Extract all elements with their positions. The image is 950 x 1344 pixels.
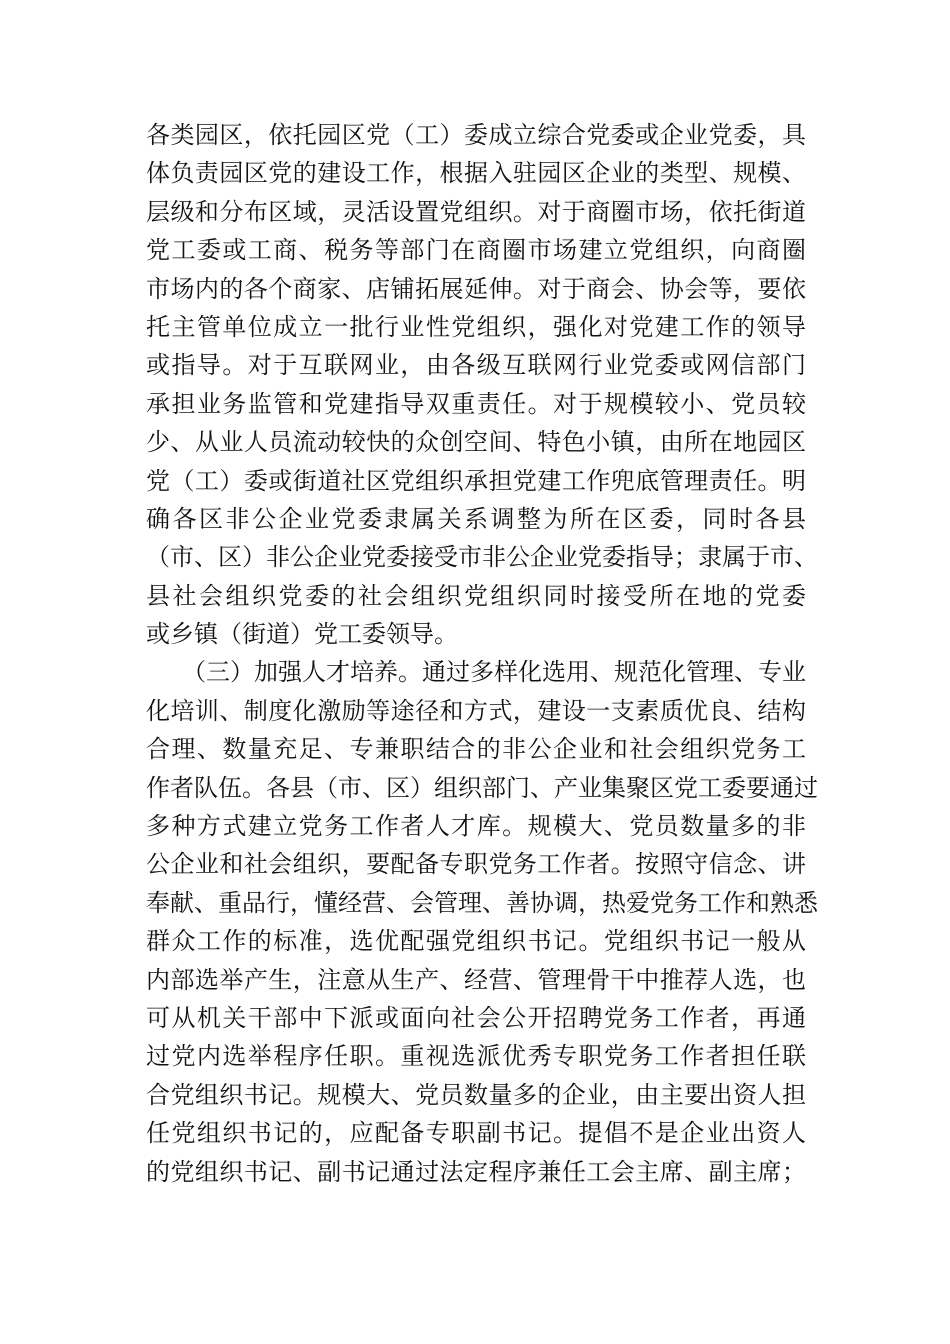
text-line: （市、区）非公企业党委接受市非公企业党委指导；隶属于市、 [146,543,818,572]
text-line: 的党组织书记、副书记通过法定程序兼任工会主席、副主席； [146,1157,806,1186]
text-line: 可从机关干部中下派或面向社会公开招聘党务工作者，再通 [146,1003,806,1032]
text-line: 公企业和社会组织，要配备专职党务工作者。按照守信念、讲 [146,850,806,879]
text-line: 各类园区，依托园区党（工）委成立综合党委或企业党委，具 [146,121,806,149]
text-line: 体负责园区党的建设工作，根据入驻园区企业的类型、规模、 [146,159,806,188]
text-line: 确各区非公企业党委隶属关系调整为所在区委，同时各县 [146,504,806,533]
text-line: 过党内选举程序任职。重视选派优秀专职党务工作者担任联 [146,1042,806,1071]
text-line: 内部选举产生，注意从生产、经营、管理骨干中推荐人选，也 [146,965,806,994]
text-line: 合党组织书记。规模大、党员数量多的企业，由主要出资人担 [146,1080,806,1109]
text-line: 或指导。对于互联网业，由各级互联网行业党委或网信部门 [146,351,806,380]
text-line: 承担业务监管和党建指导双重责任。对于规模较小、党员较 [146,389,806,418]
text-line: 或乡镇（街道）党工委领导。 [146,620,458,649]
text-line: 托主管单位成立一批行业性党组织，强化对党建工作的领导 [146,312,806,341]
text-line: 合理、数量充足、专兼职结合的非公企业和社会组织党务工 [146,735,806,764]
text-line: 群众工作的标准，选优配强党组织书记。党组织书记一般从 [146,927,806,956]
text-line: 层级和分布区域，灵活设置党组织。对于商圈市场，依托街道 [146,197,806,226]
text-line: 党（工）委或街道社区党组织承担党建工作兜底管理责任。明 [146,466,806,495]
text-line: 县社会组织党委的社会组织党组织同时接受所在地的党委 [146,581,806,610]
text-line: 任党组织书记的，应配备专职副书记。提倡不是企业出资人 [146,1119,806,1148]
text-line: 市场内的各个商家、店铺拓展延伸。对于商会、协会等，要依 [146,274,806,303]
text-line: 党工委或工商、税务等部门在商圈市场建立党组织，向商圈 [146,236,806,265]
text-line: 化培训、制度化激励等途径和方式，建设一支素质优良、结构 [146,696,806,725]
section-heading-line: （三）加强人才培养。通过多样化选用、规范化管理、专业 [182,658,806,687]
text-line: 少、从业人员流动较快的众创空间、特色小镇，由所在地园区 [146,428,806,457]
body-text [146,116,818,1191]
text-line: 多种方式建立党务工作者人才库。规模大、党员数量多的非 [146,812,806,841]
text-line: 奉献、重品行，懂经营、会管理、善协调，热爱党务工作和熟悉 [146,888,818,917]
text-line: 作者队伍。各县（市、区）组织部门、产业集聚区党工委要通过 [146,773,818,802]
